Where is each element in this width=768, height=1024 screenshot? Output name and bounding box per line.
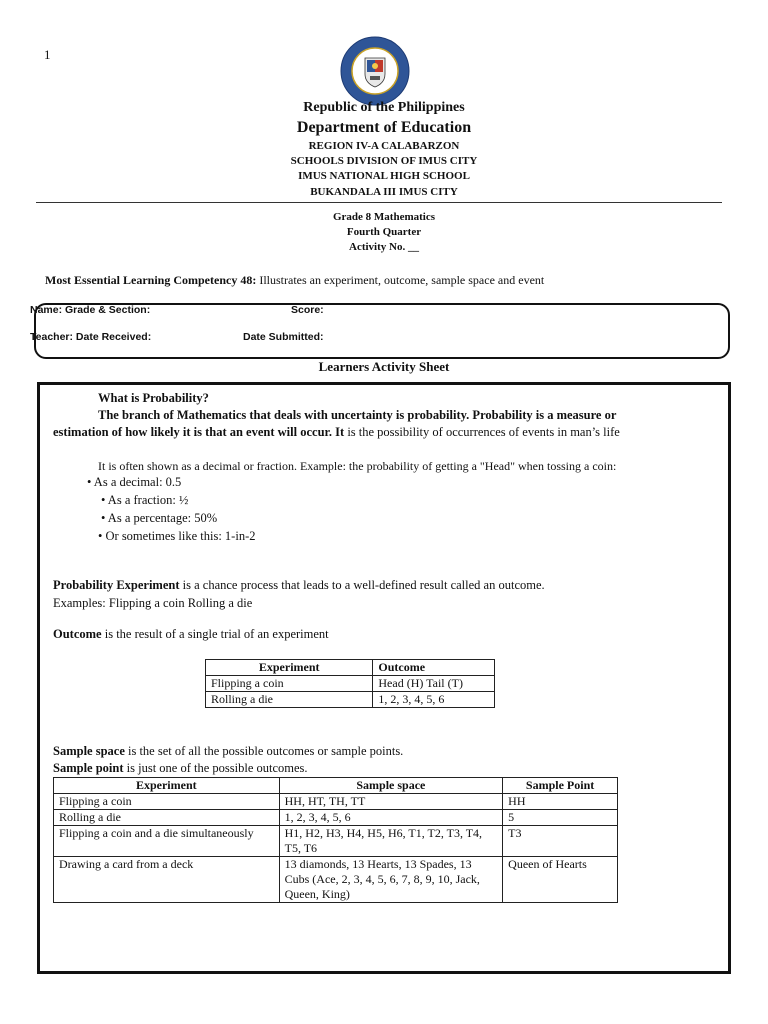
definition-line-2 [53,425,620,440]
deped-seal-logo [340,36,410,106]
outcome-table-header: Outcome [373,660,495,676]
table-cell: Flipping a coin [206,676,373,692]
outcome-definition: is the result of a single trial of an experiment [101,627,329,641]
probability-experiment-def [53,578,545,593]
republic-heading: Republic of the Philippines [303,100,465,115]
pe-definition: is a chance process that leads to a well-defined result called an outcome. [179,578,545,592]
table-cell: HH, HT, TH, TT [279,794,503,810]
definition-line-1: The branch of Mathematics that deals with uncertainty is probability. Probability is a measure or [98,408,617,422]
definition-bold: estimation of how likely it is that an event will occur. It [53,425,345,439]
school-line: IMUS NATIONAL HIGH SCHOOL [298,170,470,182]
melc-label: Most Essential Learning Competency 48: [45,273,257,287]
table-row [54,810,618,826]
pe-examples: Examples: Flipping a coin Rolling a die [53,596,253,610]
table-cell: HH [503,794,618,810]
table-cell: 5 [503,810,618,826]
division-line: SCHOOLS DIVISION OF IMUS CITY [290,155,478,167]
ss-term: Sample space [53,744,125,758]
probability-question: What is Probability? [98,391,209,405]
pe-term: Probability Experiment [53,578,180,592]
table-cell: Drawing a card from a deck [54,857,280,903]
melc-statement [45,273,544,288]
table-cell: Rolling a die [206,692,373,708]
sample-space-def [53,744,403,759]
course-line: Grade 8 Mathematics [332,211,436,223]
outcome-term: Outcome [53,627,102,641]
sample-table-header: Experiment [54,778,280,794]
outcome-table [205,659,495,708]
sample-table-header: Sample Point [503,778,618,794]
bullet-percentage: • As a percentage: 50% [101,511,218,525]
table-cell: Queen of Hearts [503,857,618,903]
bullet-fraction: • As a fraction: ½ [101,493,189,507]
sample-point-def [53,761,308,776]
melc-text: Illustrates an experiment, outcome, sample space and event [256,273,545,287]
table-cell: Head (H) Tail (T) [373,676,495,692]
sheet-title: Learners Activity Sheet [318,359,450,374]
bullet-ratio: • Or sometimes like this: 1-in-2 [98,529,256,543]
shown-as-text: It is often shown as a decimal or fraction. Example: the probability of getting a "Head" when tossing a coin: [98,459,617,473]
table-row [54,826,618,857]
table-cell: Flipping a coin [54,794,280,810]
table-cell: 1, 2, 3, 4, 5, 6 [373,692,495,708]
ss-definition: is the set of all the possible outcomes or sample points. [124,744,404,758]
score-field: Score: [291,304,324,316]
table-cell: H1, H2, H3, H4, H5, H6, T1, T2, T3, T4, T5, T6 [279,826,503,857]
teacher-date-received-field: Teacher: Date Received: [30,331,152,343]
name-grade-field: Name: Grade & Section: [30,304,151,316]
bullet-decimal: • As a decimal: 0.5 [87,475,182,489]
definition-rest: is the possibility of occurrences of events in man’s life [344,425,620,439]
table-row [54,857,618,903]
sample-table-header: Sample space [279,778,503,794]
quarter-line: Fourth Quarter [346,226,422,238]
table-cell: Rolling a die [54,810,280,826]
address-line: BUKANDALA III IMUS CITY [310,186,458,198]
outcome-table-header: Experiment [206,660,373,676]
table-cell: Flipping a coin and a die simultaneously [54,826,280,857]
header-divider [36,202,722,203]
outcome-def [53,627,329,642]
table-row [54,794,618,810]
page-number: 1 [44,47,51,62]
table-cell: 13 diamonds, 13 Hearts, 13 Spades, 13 Cubs (Ace, 2, 3, 4, 5, 6, 7, 8, 9, 10, Jack, Queen, King) [279,857,503,903]
sp-definition: is just one of the possible outcomes. [123,761,308,775]
table-cell: T3 [503,826,618,857]
table-cell: 1, 2, 3, 4, 5, 6 [279,810,503,826]
region-line: REGION IV-A CALABARZON [308,140,460,152]
department-heading: Department of Education [296,119,472,136]
sp-term: Sample point [53,761,124,775]
date-submitted-field: Date Submitted: [243,331,324,343]
sample-space-table [53,777,618,903]
activity-line: Activity No. __ [349,241,419,253]
